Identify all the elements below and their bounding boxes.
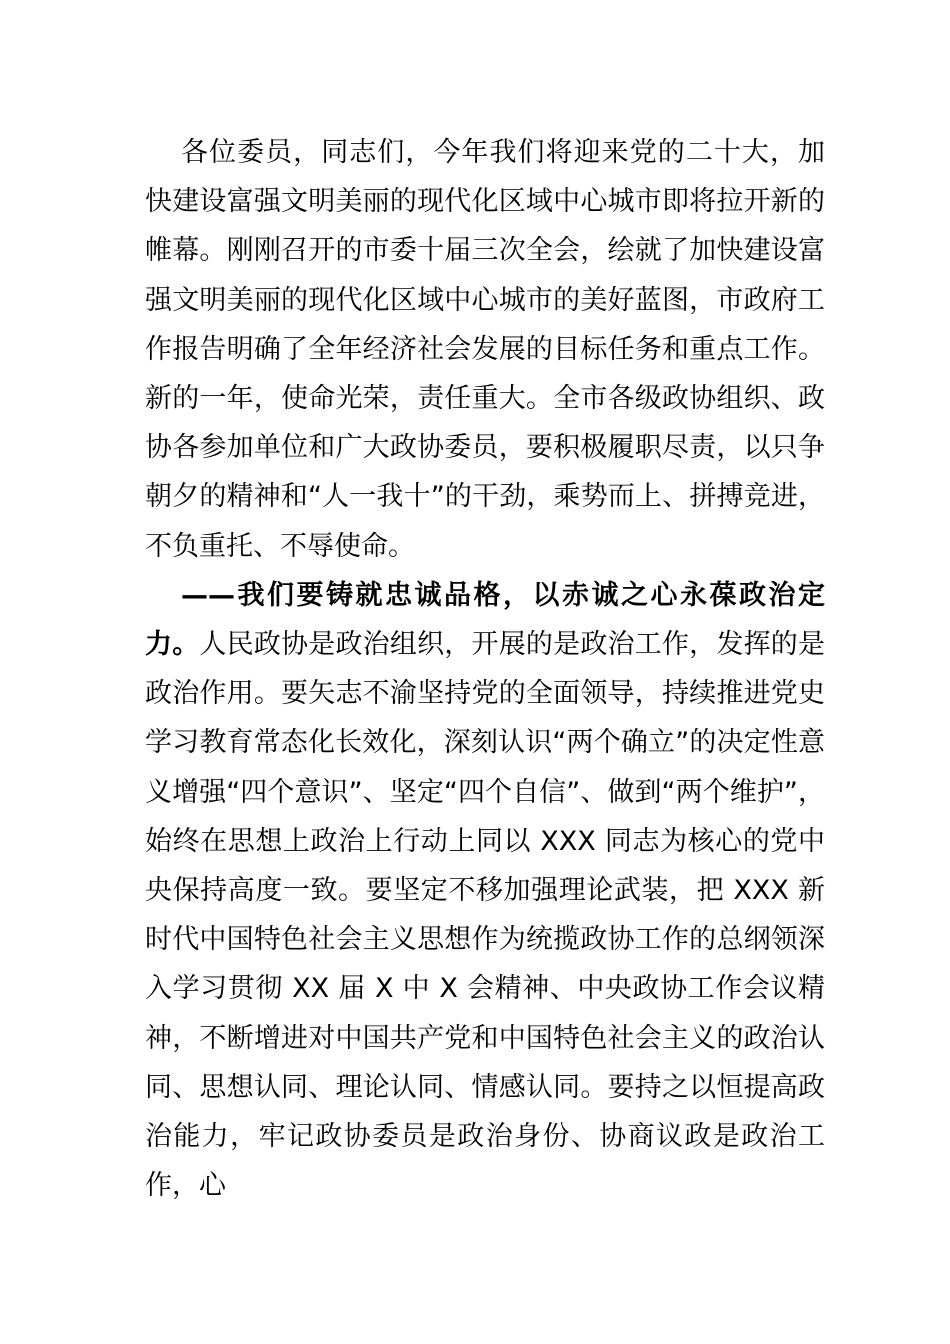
document-body xyxy=(145,128,825,1210)
paragraph-loyalty xyxy=(145,571,825,1211)
paragraph-opening-text: 各位委员，同志们，今年我们将迎来党的二十大，加快建设富强文明美丽的现代化区域中心城市即将拉开新的帷幕。刚刚召开的市委十届三次全会，绘就了加快建设富强文明美丽的现代化区域中心城市的美好蓝图，市政府工作报告明确了全年经济社会发展的目标任务和重点工作。新的一年，使命光荣，责任重大。全市各级政协组织、政协各参加单位和广大政协委员，要积极履职尽责，以只争朝夕的精神和“人一我十”的干劲，乘势而上、拼搏竞进，不负重托、不辱使命。 xyxy=(145,137,825,562)
section-heading-loyalty: ——我们要铸就忠诚品格，以赤诚之心永葆政治定力。 xyxy=(145,579,825,661)
paragraph-loyalty-text: 人民政协是政治组织，开展的是政治工作，发挥的是政治作用。要矢志不渝坚持党的全面领导，持续推进党史学习教育常态化长效化，深刻认识“两个确立”的决定性意义增强“四个意识”、坚定“四个自信”、做到“两个维护”，始终在思想上政治上行动上同以 XXX 同志为核心的党中央保持高度一致。要坚定不移加强理论武装，把 XXX 新时代中国特色社会主义思想作为统揽政协工作的总纲领深入学习贯彻 XX 届 X 中 X 会精神、中央政协工作会议精神，不断增进对中国共产党和中国特色社会主义的政治认同、思想认同、理论认同、情感认同。要持之以恒提高政治能力，牢记政协委员是政治身份、协商议政是政治工作，心 xyxy=(145,629,826,1202)
paragraph-opening xyxy=(145,128,825,571)
